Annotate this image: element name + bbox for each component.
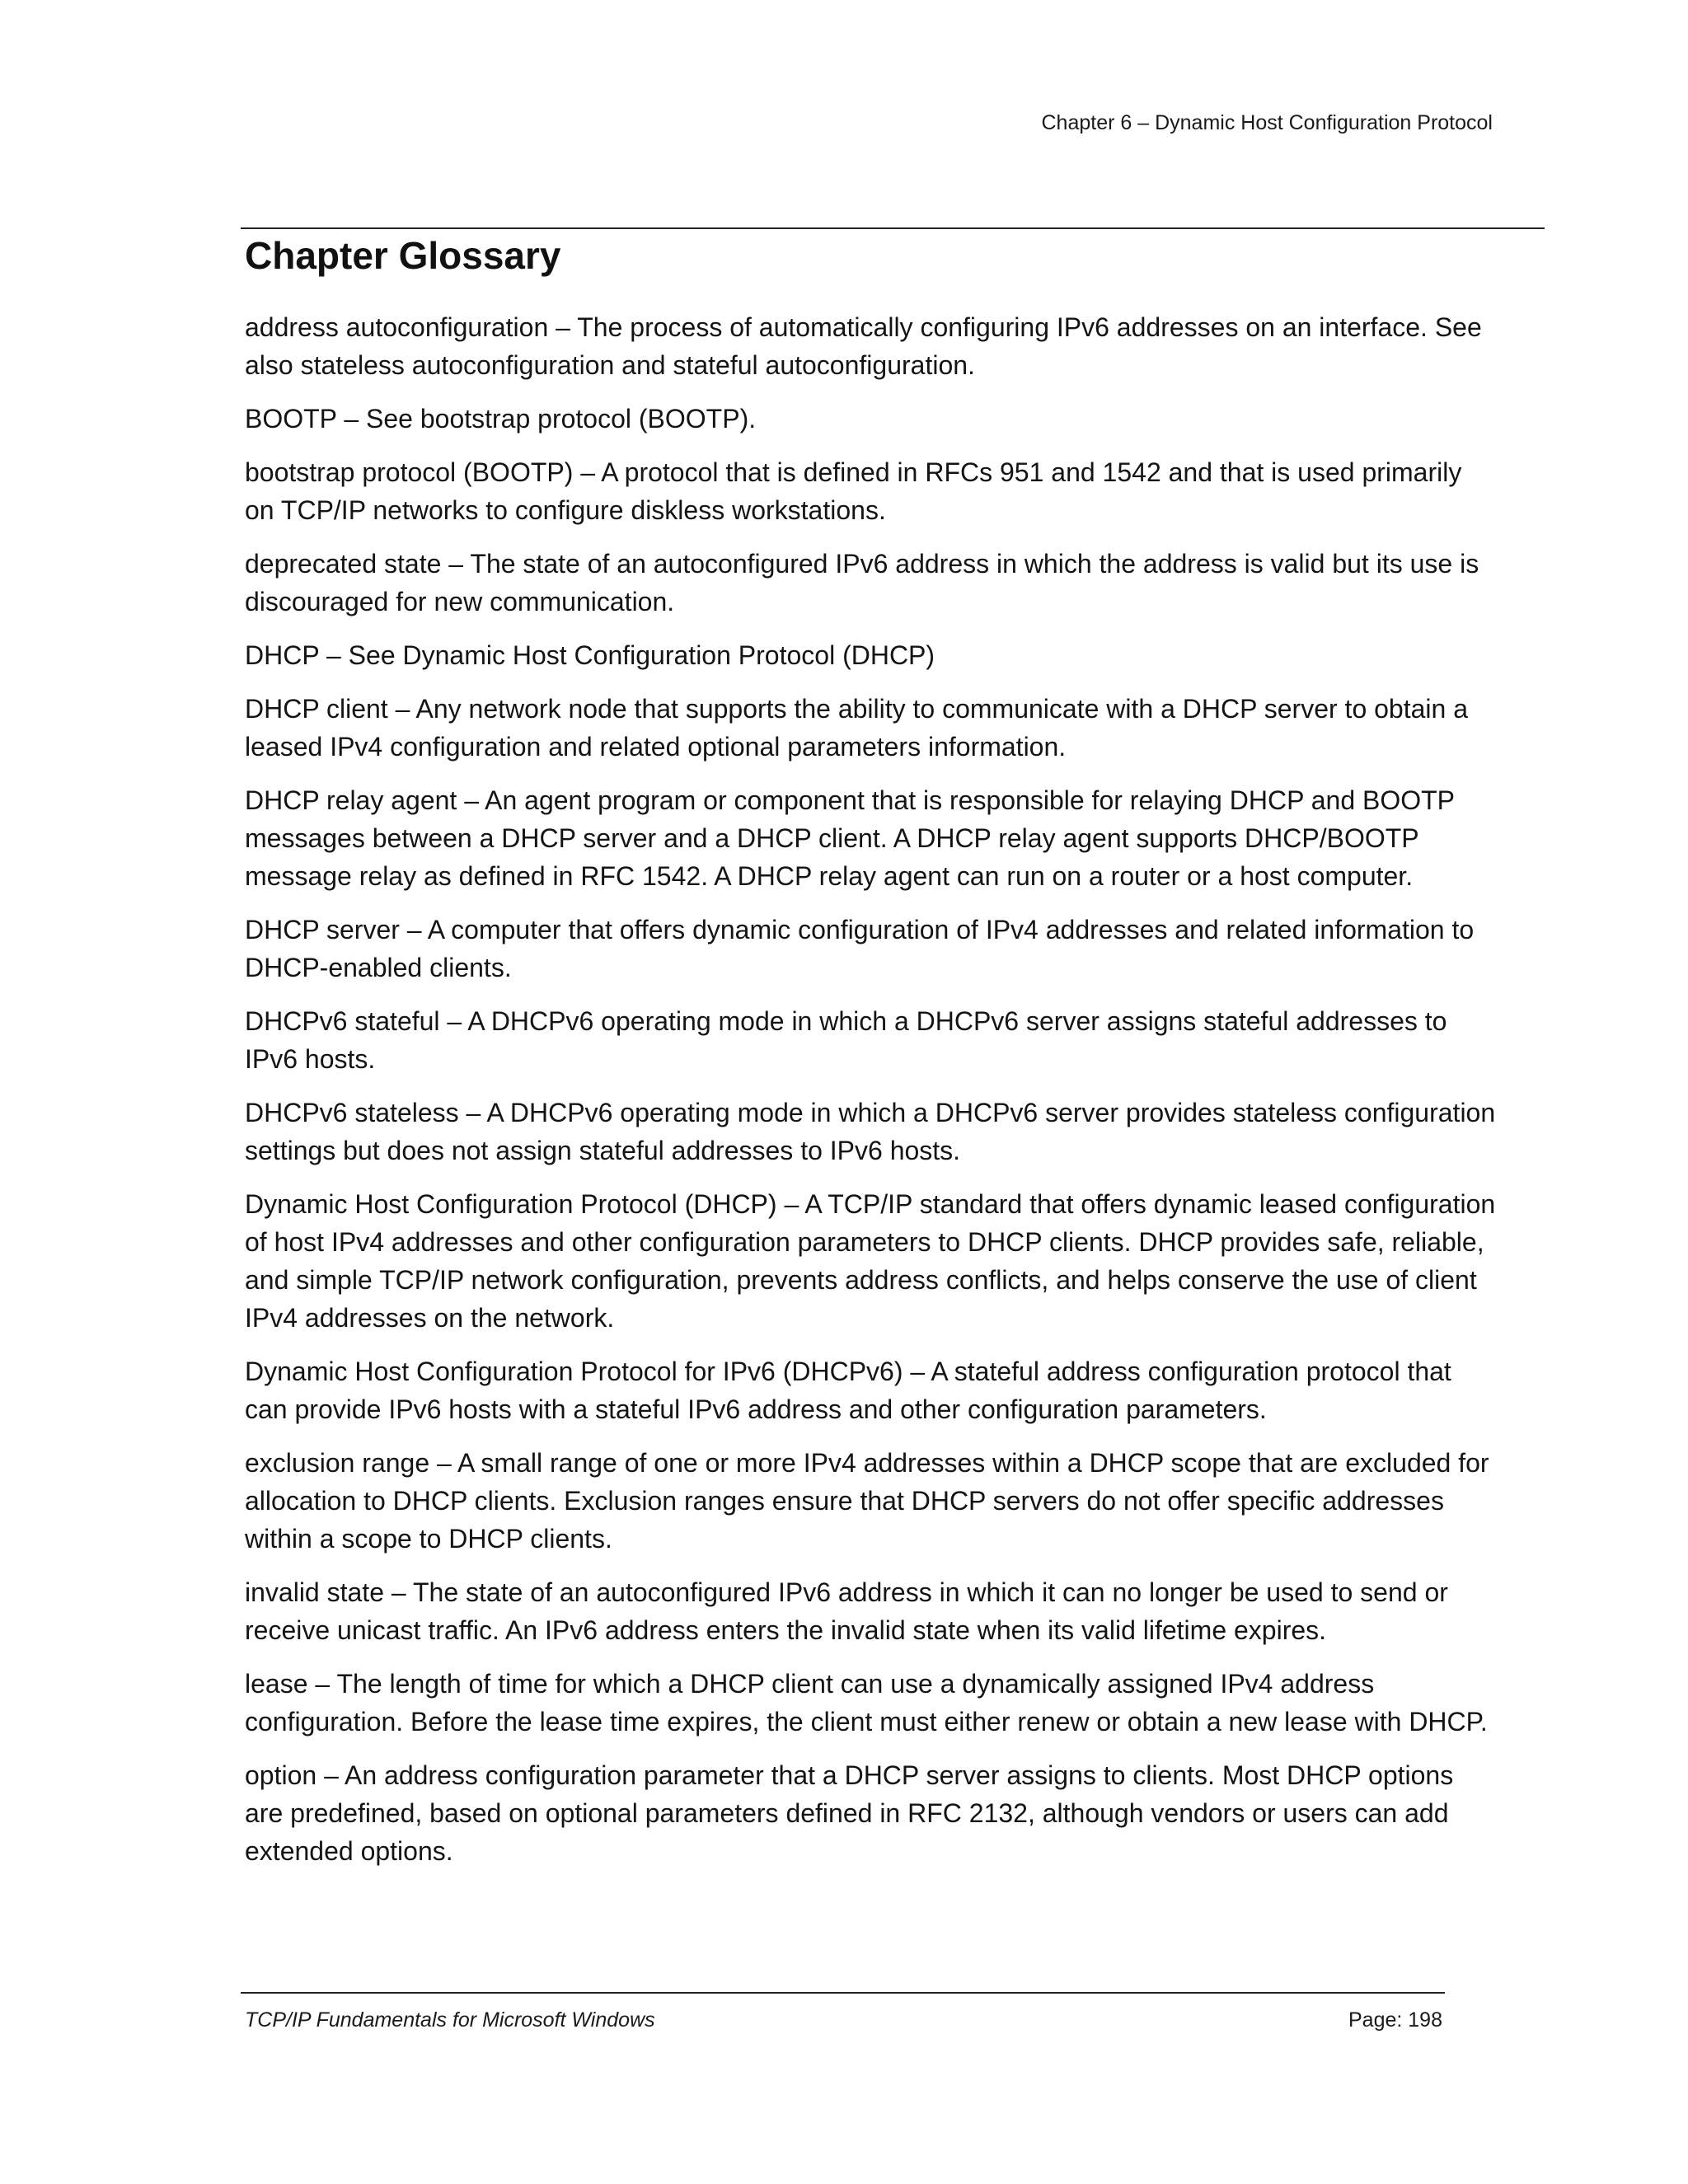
glossary-entry [245,1352,1498,1428]
header-divider [241,227,1545,229]
glossary-definition: An address configuration parameter that a DHCP server assigns to clients. Most DHCP options are predefined, based on optional parameters defined in RFC 2132, although vendors or users can add extended options. [245,1760,1454,1866]
glossary-definition: The process of automatically configuring IPv6 addresses on an interface. See also stateless autoconfiguration and stateful autoconfiguration. [245,312,1482,380]
footer-book-title: TCP/IP Fundamentals for Microsoft Windows [245,2008,655,2032]
glossary-entry [245,911,1498,987]
running-header: Chapter 6 – Dynamic Host Configuration Protocol [1041,111,1493,134]
glossary-term: BOOTP [245,404,337,434]
glossary-term: DHCP relay agent [245,785,457,815]
term-separator: – [439,1006,468,1036]
glossary-entry [245,545,1498,621]
glossary-definition: A DHCPv6 operating mode in which a DHCPv6 server assigns stateful addresses to IPv6 hosts. [245,1006,1447,1074]
glossary-term: option [245,1760,317,1790]
term-separator: – [429,1448,457,1478]
glossary-term: exclusion range [245,1448,430,1478]
term-separator: – [458,1098,487,1127]
glossary-definition: Any network node that supports the ability to communicate with a DHCP server to obtain a leased IPv4 configuration and related optional parameters information. [245,694,1468,762]
term-separator: – [319,640,349,670]
glossary-entry [245,690,1498,766]
glossary-entry [245,1444,1498,1558]
glossary-term: DHCP [245,640,320,670]
glossary-list [245,308,1498,1886]
page-title: Chapter Glossary [245,234,561,277]
term-separator: – [776,1189,805,1219]
glossary-entry [245,636,1498,674]
term-separator: – [399,915,428,944]
glossary-term: DHCP client [245,694,388,724]
footer-divider [241,1992,1445,1994]
glossary-term: DHCPv6 stateless [245,1098,459,1127]
glossary-entry [245,1185,1498,1337]
glossary-definition: See Dynamic Host Configuration Protocol (DHCP) [348,640,935,670]
glossary-definition: An agent program or component that is responsible for relaying DHCP and BOOTP messages between a DHCP server and a DHCP client. A DHCP relay agent supports DHCP/BOOTP message relay as defined in RFC 1542. A DHCP relay agent can run on a router or a host computer. [245,785,1455,891]
term-separator: – [573,457,602,487]
term-separator: – [383,1577,413,1607]
glossary-entry [245,453,1498,529]
glossary-definition: The state of an autoconfigured IPv6 address in which it can no longer be used to send or receive unicast traffic. An IPv6 address enters the invalid state when its valid lifetime expires. [245,1577,1448,1645]
glossary-definition: A DHCPv6 operating mode in which a DHCPv6 server provides stateless configuration settings but does not assign stateful addresses to IPv6 hosts. [245,1098,1496,1165]
term-separator: – [548,312,578,342]
glossary-term: lease [245,1669,308,1699]
term-separator: – [316,1760,345,1790]
glossary-term: Dynamic Host Configuration Protocol for IPv6 (DHCPv6) [245,1357,903,1386]
glossary-entry [245,1573,1498,1649]
glossary-term: bootstrap protocol (BOOTP) [245,457,574,487]
footer-page-number: Page: 198 [1348,2008,1442,2032]
glossary-entry [245,781,1498,895]
glossary-definition: A protocol that is defined in RFCs 951 and 1542 and that is used primarily on TCP/IP networks to configure diskless workstations. [245,457,1462,525]
glossary-term: invalid state [245,1577,384,1607]
term-separator: – [307,1669,337,1699]
glossary-entry [245,308,1498,384]
glossary-definition: A computer that offers dynamic configuration of IPv4 addresses and related information to DHCP-enabled clients. [245,915,1475,982]
term-separator: – [336,404,367,434]
glossary-entry [245,400,1498,438]
glossary-entry [245,1665,1498,1741]
term-separator: – [903,1357,931,1386]
glossary-entry [245,1756,1498,1870]
term-separator: – [441,549,471,579]
glossary-term: address autoconfiguration [245,312,549,342]
glossary-definition: A small range of one or more IPv4 addresses within a DHCP scope that are excluded for allocation to DHCP clients. Exclusion ranges ensure that DHCP servers do not offer specific addresses within a scope to DHCP clients. [245,1448,1489,1554]
glossary-term: deprecated state [245,549,442,579]
glossary-definition: The length of time for which a DHCP client can use a dynamically assigned IPv4 address configuration. Before the lease time expires, the client must either renew or obtain a new lease with DHCP. [245,1669,1488,1736]
glossary-term: DHCP server [245,915,400,944]
glossary-definition: The state of an autoconfigured IPv6 address in which the address is valid but its use is discouraged for new communication. [245,549,1479,616]
glossary-definition: A stateful address configuration protocol that can provide IPv6 hosts with a stateful IPv6 address and other configuration parameters. [245,1357,1451,1424]
term-separator: – [387,694,416,724]
glossary-definition: A TCP/IP standard that offers dynamic leased configuration of host IPv4 addresses and other configuration parameters to DHCP clients. DHCP provides safe, reliable, and simple TCP/IP network configuration, prevents address conflicts, and helps conserve the use of client IPv4 addresses on the network. [245,1189,1496,1333]
glossary-entry [245,1094,1498,1169]
glossary-term: DHCPv6 stateful [245,1006,440,1036]
glossary-definition: See bootstrap protocol (BOOTP). [366,404,757,434]
glossary-entry [245,1002,1498,1078]
glossary-term: Dynamic Host Configuration Protocol (DHCP) [245,1189,777,1219]
term-separator: – [457,785,485,815]
